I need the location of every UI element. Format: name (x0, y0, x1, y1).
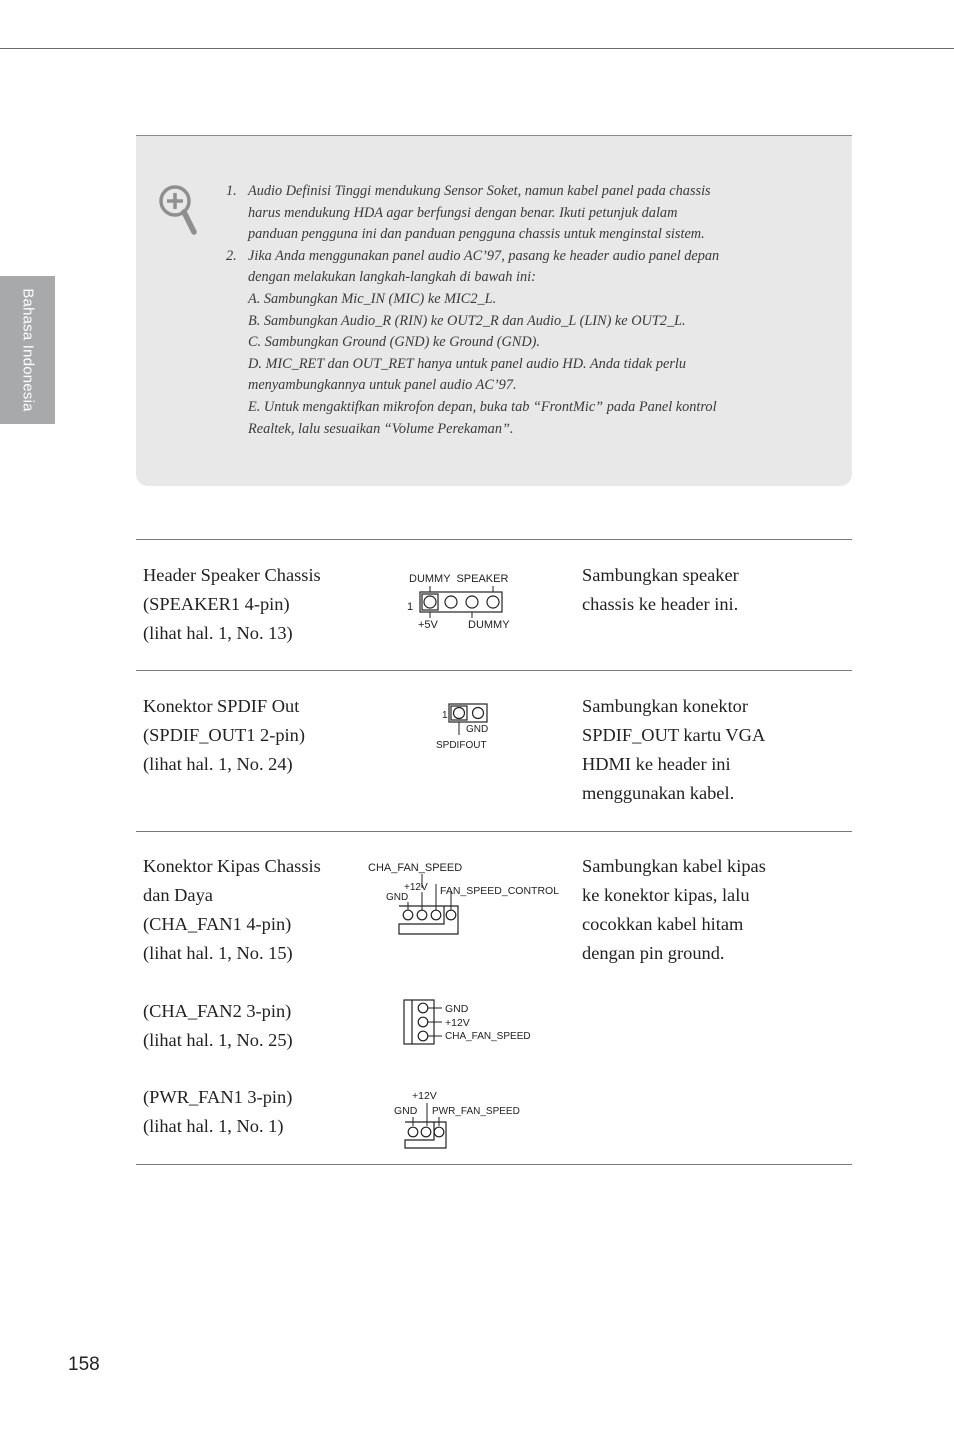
note-line: E. Untuk mengaktifkan mikrofon depan, buka tab “FrontMic” pada Panel kontrol (248, 398, 717, 415)
description-line: (lihat hal. 1, No. 1) (143, 1116, 284, 1136)
pwr-fan1-diagram (390, 1086, 540, 1152)
instruction-line: Sambungkan speaker (582, 565, 739, 585)
instruction-line: ke konektor kipas, lalu (582, 885, 750, 905)
pwr-fan1-description (143, 1083, 292, 1141)
cha-fan-speed-label: CHA_FAN_SPEED (368, 862, 463, 874)
instruction-line: menggunakan kabel. (582, 783, 735, 803)
speaker-instruction (582, 561, 739, 619)
spdif-instruction (582, 692, 765, 808)
description-line: (lihat hal. 1, No. 24) (143, 754, 293, 774)
description-line: (PWR_FAN1 3-pin) (143, 1087, 293, 1107)
instruction-line: chassis ke header ini. (582, 594, 739, 614)
note-line: C. Sambungkan Ground (GND) ke Ground (GND). (248, 334, 540, 351)
note-item (226, 181, 806, 246)
note-line: B. Sambungkan Audio_R (RIN) ke OUT2_R dan Audio_L (LIN) ke OUT2_L. (248, 312, 686, 329)
speaker-top-labels: DUMMY SPEAKER (409, 573, 509, 585)
spdifout-label: SPDIFOUT (436, 740, 487, 751)
plus12v-label: +12V (445, 1017, 470, 1029)
pin1-label: 1 (407, 601, 414, 613)
note-line: panduan pengguna ini dan panduan pengguna chassis untuk menginstal sistem. (248, 226, 705, 243)
note-line: dengan melakukan langkah-langkah di bawah ini: (248, 269, 536, 286)
note-item-number: 2. (226, 247, 237, 264)
instruction-line: Sambungkan konektor (582, 696, 749, 716)
gnd-label: GND (386, 892, 409, 903)
description-line: (SPDIF_OUT1 2-pin) (143, 725, 305, 745)
note-line: Jika Anda menggunakan panel audio AC’97, pasang ke header audio panel depan (248, 247, 720, 264)
fan-instruction (582, 852, 766, 968)
table-rule-bottom (136, 1164, 852, 1165)
description-line: (lihat hal. 1, No. 25) (143, 1030, 293, 1050)
description-line: (CHA_FAN2 3-pin) (143, 1001, 292, 1021)
fan-description (143, 852, 321, 968)
instruction-line: HDMI ke header ini (582, 754, 731, 774)
spdif-header-diagram (432, 700, 502, 752)
instruction-line: cocokkan kabel hitam (582, 914, 744, 934)
fan-speed-control-label: FAN_SPEED_CONTROL (440, 885, 560, 897)
table-rule-top (136, 539, 852, 540)
spdif-description (143, 692, 305, 779)
cha-fan2-diagram (402, 997, 542, 1047)
dummy-label: DUMMY (468, 619, 510, 631)
description-line: Konektor SPDIF Out (143, 696, 300, 716)
table-rule (136, 670, 852, 671)
speaker-header-description (143, 561, 321, 648)
speaker-header-diagram (402, 568, 532, 634)
gnd-label: GND (466, 724, 489, 735)
note-line: menyambungkannya untuk panel audio AC’97. (248, 377, 517, 394)
instruction-line: dengan pin ground. (582, 943, 725, 963)
page-number: 158 (68, 1354, 100, 1375)
description-line: (SPEAKER1 4-pin) (143, 594, 290, 614)
plus5v-label: +5V (418, 619, 438, 631)
instruction-line: SPDIF_OUT kartu VGA (582, 725, 766, 745)
gnd-label: GND (394, 1105, 418, 1117)
instruction-line: Sambungkan kabel kipas (582, 856, 766, 876)
plus12v-label: +12V (412, 1090, 437, 1102)
note-line: Realtek, lalu sesuaikan “Volume Perekaman”. (248, 420, 514, 437)
note-item-number: 1. (226, 183, 237, 199)
magnifier-note-icon (158, 184, 200, 236)
description-line: dan Daya (143, 885, 213, 905)
note-line: harus mendukung HDA agar berfungsi dengan benar. Ikuti petunjuk dalam (248, 204, 678, 221)
description-line: (CHA_FAN1 4-pin) (143, 914, 292, 934)
table-rule (136, 831, 852, 832)
note-line: Audio Definisi Tinggi mendukung Sensor Soket, namun kabel panel pada chassis (248, 183, 711, 199)
note-list (226, 181, 806, 440)
gnd-label: GND (445, 1003, 469, 1015)
note-line: D. MIC_RET dan OUT_RET hanya untuk panel audio HD. Anda tidak perlu (248, 355, 687, 372)
pin1-label: 1 (442, 710, 448, 721)
note-item (226, 246, 806, 440)
language-side-tab (0, 276, 55, 424)
description-line: Header Speaker Chassis (143, 565, 321, 585)
cha-fan-speed-label: CHA_FAN_SPEED (445, 1031, 531, 1042)
cha-fan2-description (143, 997, 293, 1055)
description-line: Konektor Kipas Chassis (143, 856, 321, 876)
cha-fan1-diagram (366, 858, 566, 938)
description-line: (lihat hal. 1, No. 15) (143, 943, 293, 963)
plus12v-label: +12V (404, 882, 428, 893)
description-line: (lihat hal. 1, No. 13) (143, 623, 293, 643)
side-tab-label: Bahasa Indonesia (19, 288, 36, 412)
note-line: A. Sambungkan Mic_IN (MIC) ke MIC2_L. (248, 290, 497, 307)
header-rule (0, 48, 954, 49)
pwr-fan-speed-label: PWR_FAN_SPEED (432, 1106, 520, 1117)
